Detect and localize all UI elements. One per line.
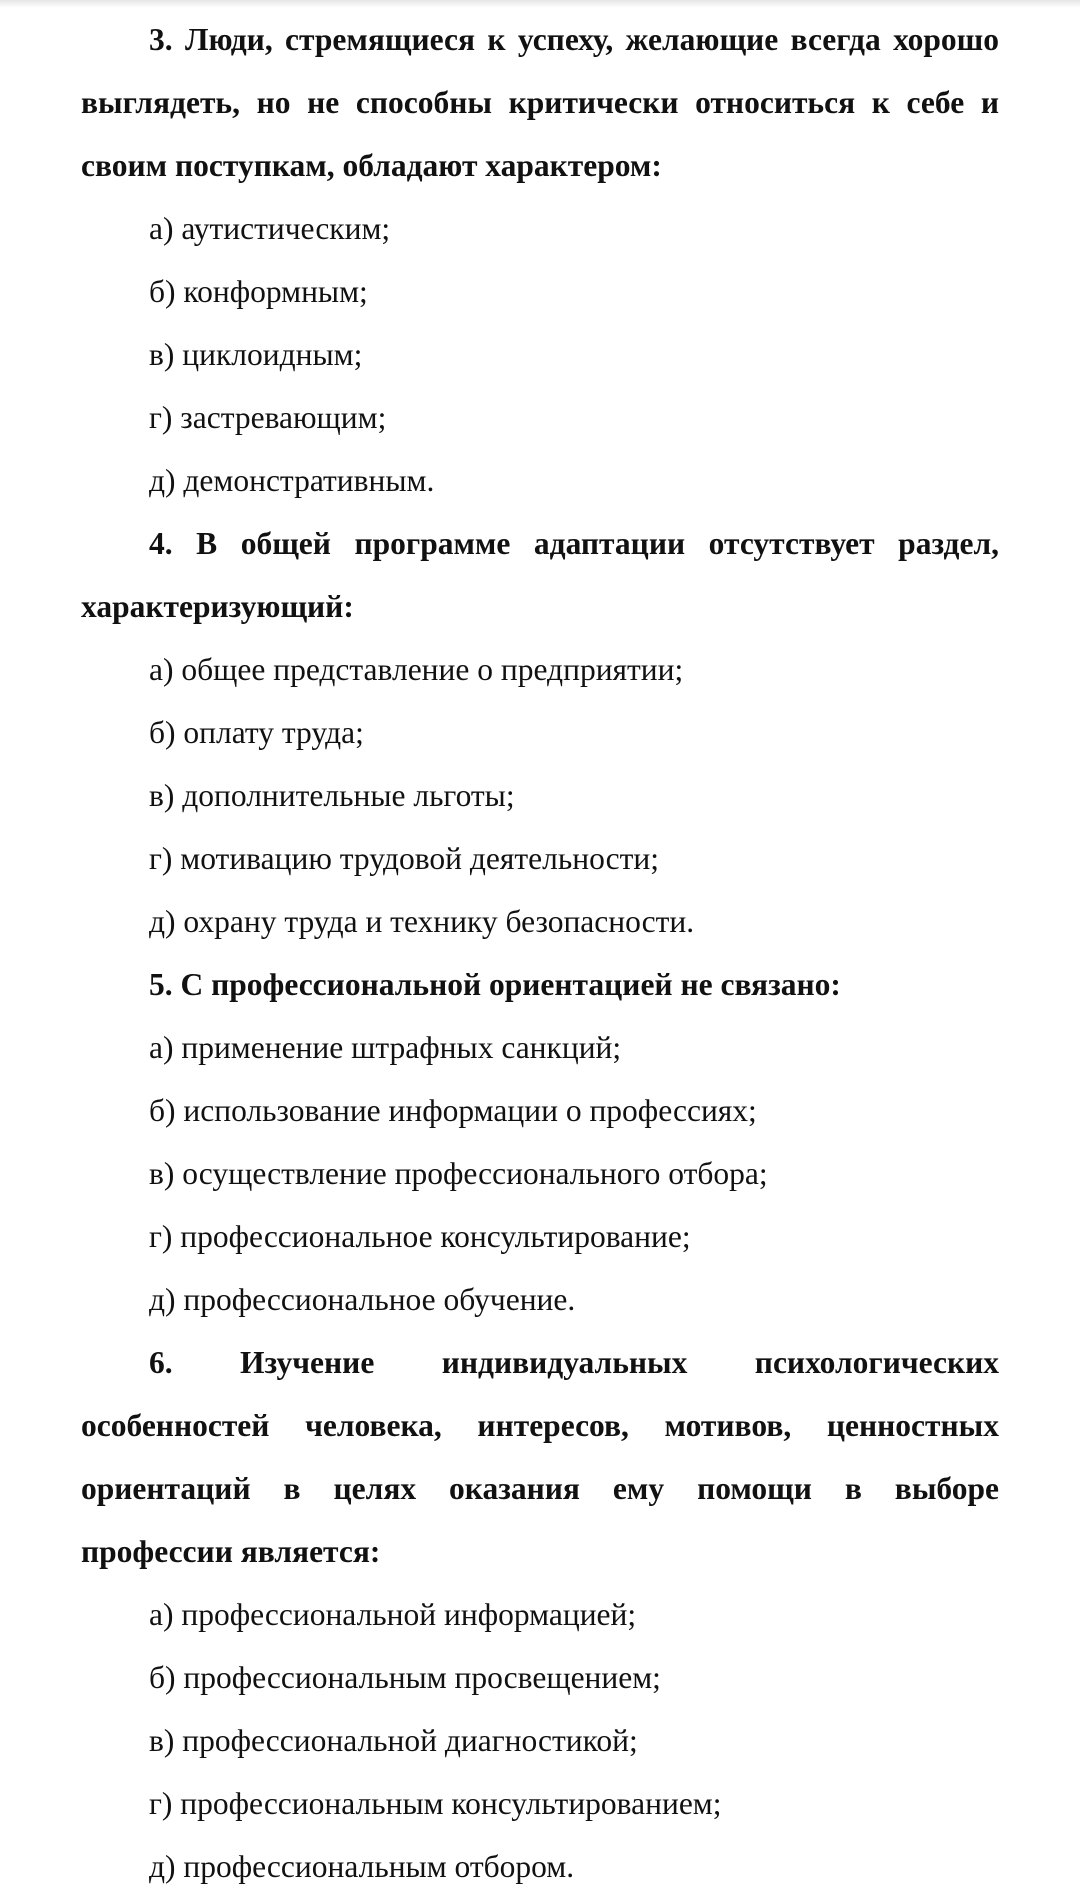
question-text-line: 5. С профессиональной ориентацией не связано: [149,967,841,1002]
answer-option: в) профессиональной диагностикой; [149,1723,638,1758]
answer-option: г) застревающим; [149,400,387,435]
question-text-line: характеризующий: [81,589,354,624]
answer-option: г) профессиональное консультирование; [149,1219,691,1254]
question-text-line: 3. Люди, стремящиеся к успеху, желающие всегда хорошо [149,22,999,57]
question-text-line: 6. Изучение индивидуальных психологических [149,1345,999,1380]
answer-option: б) конформным; [149,274,368,309]
answer-option: д) охрану труда и технику безопасности. [149,904,695,939]
question-text-line: профессии является: [81,1534,381,1569]
answer-option: б) профессиональным просвещением; [149,1660,661,1695]
answer-option: а) общее представление о предприятии; [149,652,684,687]
answer-option: а) аутистическим; [149,211,391,246]
answer-option: в) осуществление профессионального отбора; [149,1156,768,1191]
answer-option: б) использование информации о профессиях; [149,1093,757,1128]
question-text-line: своим поступкам, обладают характером: [81,148,662,183]
answer-option: д) профессиональное обучение. [149,1282,576,1317]
top-edge-shadow [0,0,1080,8]
document-page [81,8,999,1898]
answer-option: г) мотивацию трудовой деятельности; [149,841,659,876]
question-text-line: особенностей человека, интересов, мотивов, ценностных [81,1408,999,1443]
question-text-line: ориентаций в целях оказания ему помощи в выборе [81,1471,999,1506]
question-text-line: 4. В общей программе адаптации отсутствует раздел, [149,526,999,561]
answer-option: а) профессиональной информацией; [149,1597,637,1632]
question-text-line: выглядеть, но не способны критически относиться к себе и [81,85,999,120]
answer-option: д) демонстративным. [149,463,435,498]
answer-option: а) применение штрафных санкций; [149,1030,622,1065]
answer-option: в) циклоидным; [149,337,363,372]
answer-option: г) профессиональным консультированием; [149,1786,722,1821]
answer-option: д) профессиональным отбором. [149,1849,575,1884]
answer-option: б) оплату труда; [149,715,364,750]
question-4 [81,512,999,953]
question-5 [81,953,999,1331]
question-6 [81,1331,999,1898]
answer-option: в) дополнительные льготы; [149,778,515,813]
question-3 [81,8,999,512]
